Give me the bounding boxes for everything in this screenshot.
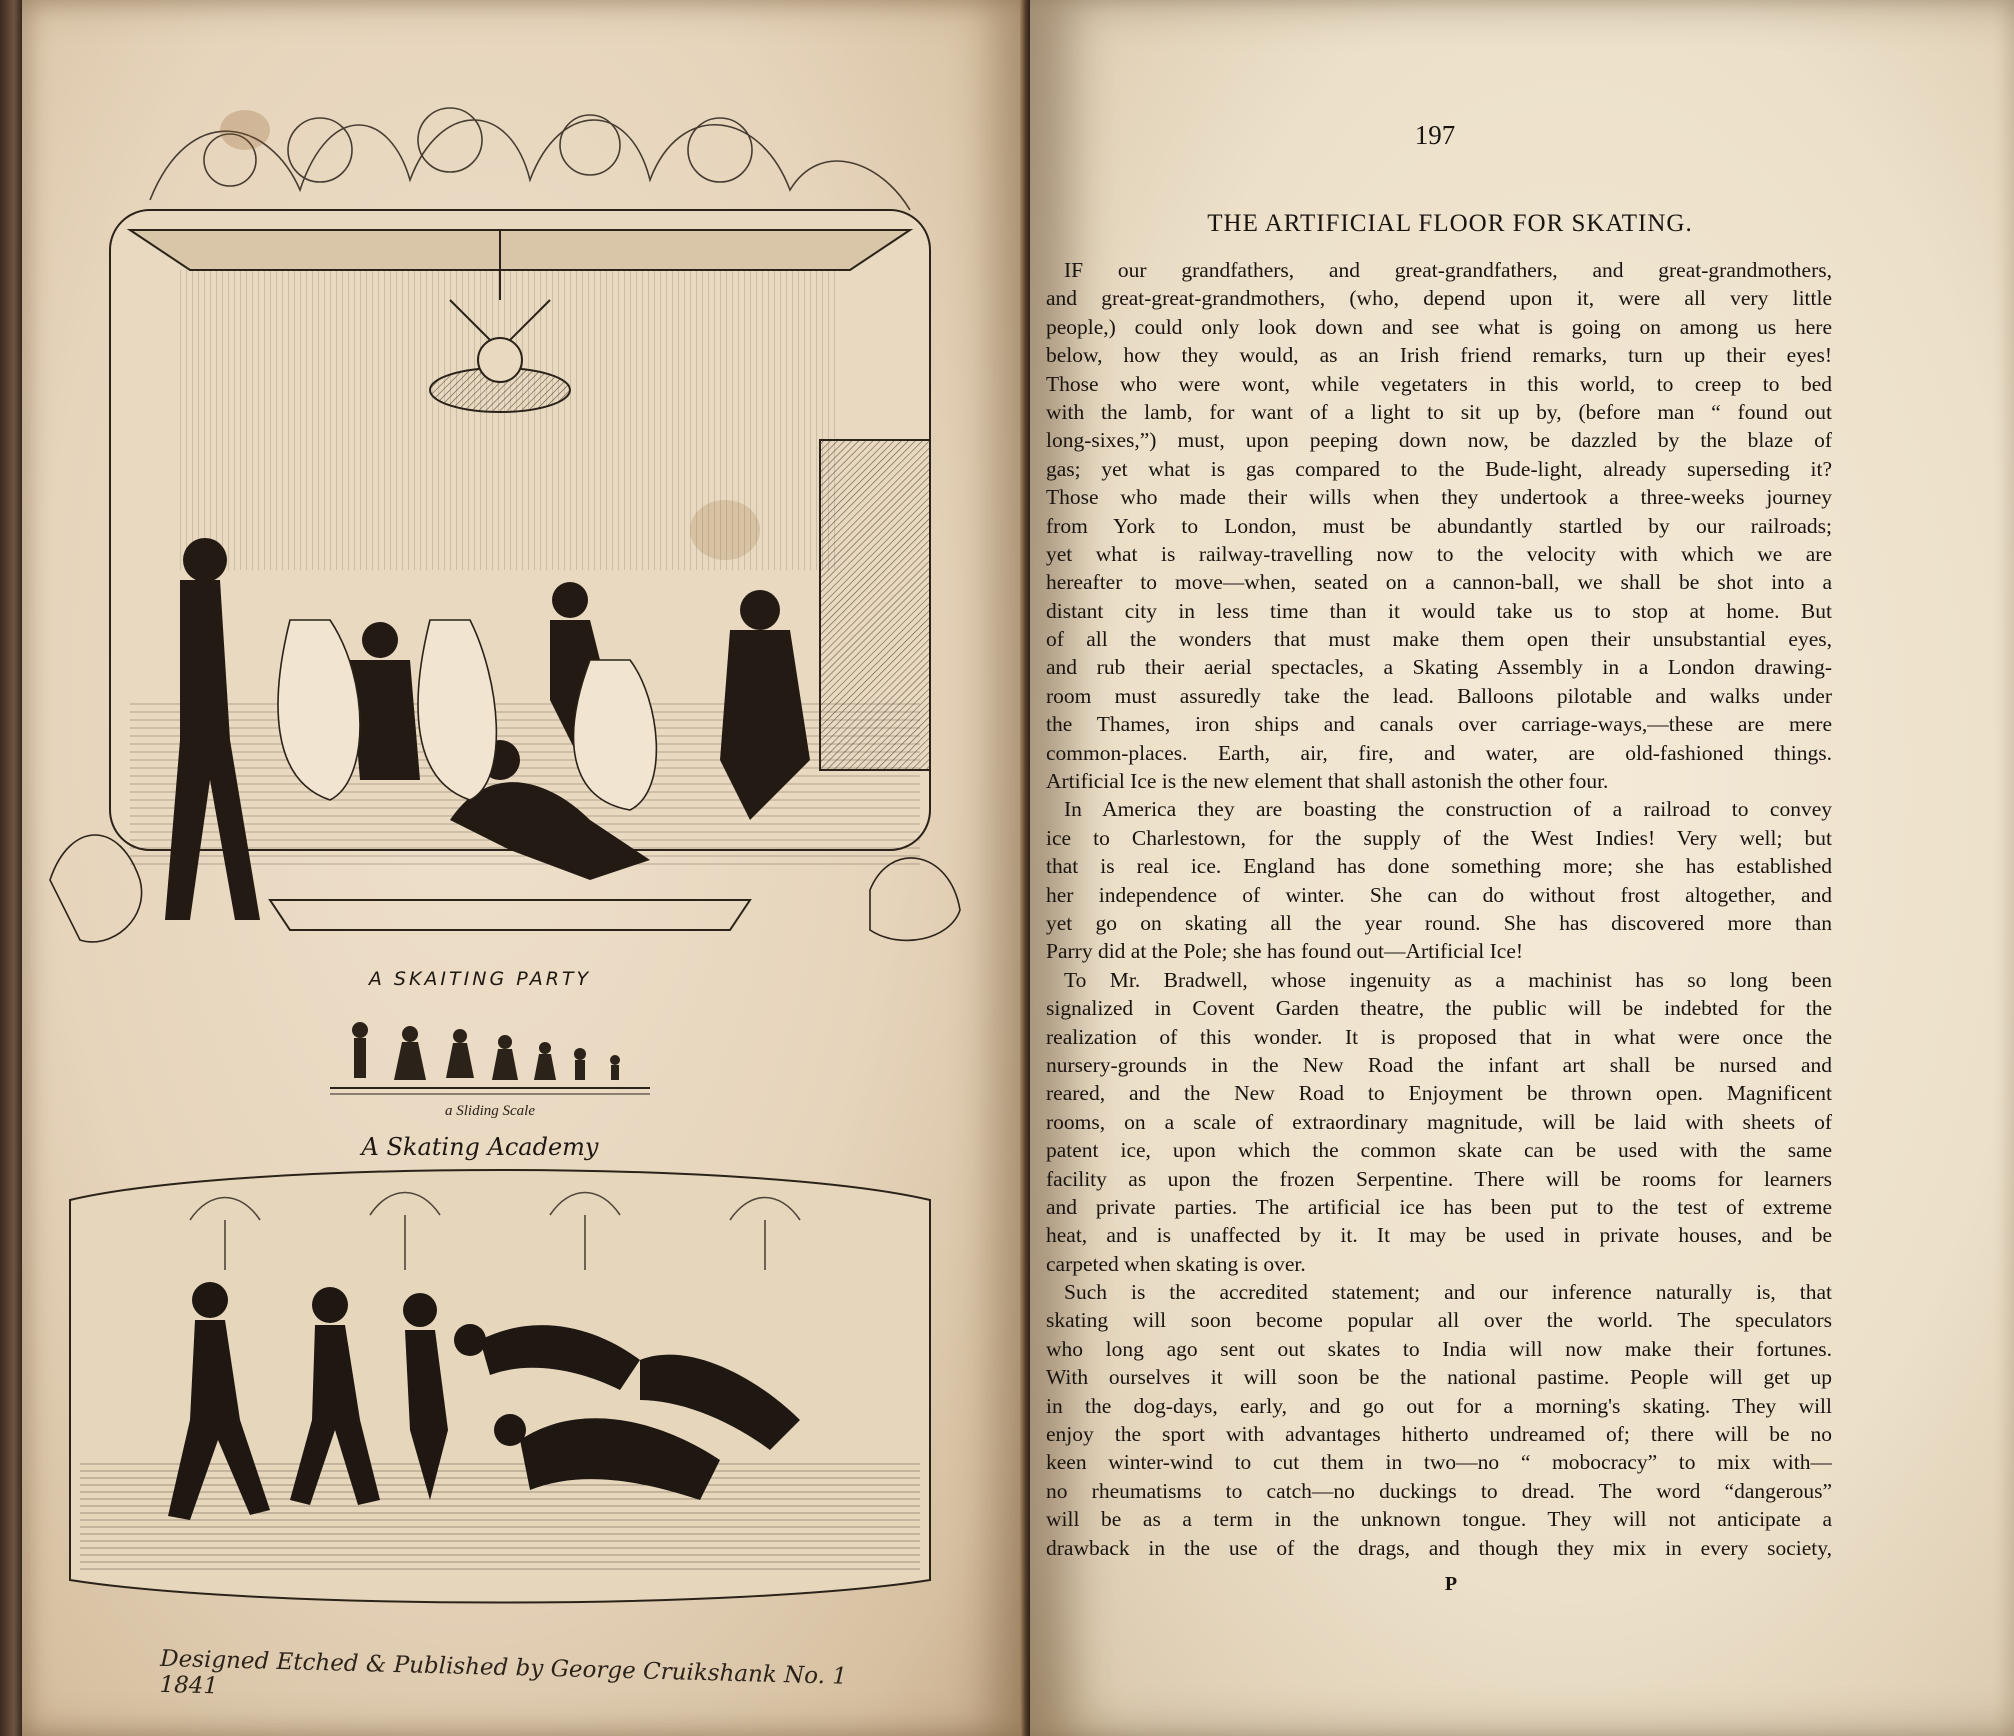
text-line: that is real ice. England has done something more; she has established [1046, 854, 1832, 879]
text-line: patent ice, upon which the common skate can be used with the same [1046, 1138, 1832, 1163]
text-line: and private parties. The artificial ice has been put to the test of extreme [1046, 1194, 1832, 1219]
text-line: yet what is railway-travelling now to the velocity with which we are [1046, 541, 1832, 566]
text-line: drawback in the use of the drags, and though they mix in every society, [1046, 1535, 1832, 1560]
text-line: of all the wonders that must make them open their unsubstantial eyes, [1046, 627, 1832, 652]
skating-academy-illustration [40, 1160, 960, 1610]
upper-caption: A SKAITING PARTY [368, 968, 592, 990]
text-line: people,) could only look down and see what is going on among us here [1046, 314, 1832, 339]
article-title: THE ARTIFICIAL FLOOR FOR SKATING. [1207, 210, 1693, 237]
text-line: reared, and the New Road to Enjoyment be thrown open. Magnificent [1046, 1081, 1832, 1106]
text-line: and rub their aerial spectacles, a Skating Assembly in a London drawing- [1046, 655, 1832, 680]
text-line: signalized in Covent Garden theatre, the public will be indebted for the [1046, 996, 1832, 1021]
text-line: common-places. Earth, air, fire, and water, are old-fashioned things. [1046, 740, 1832, 765]
text-line: enjoy the sport with advantages hitherto undreamed of; there will be no [1046, 1422, 1832, 1447]
text-line: ice to Charlestown, for the supply of the West Indies! Very well; but [1046, 825, 1832, 850]
text-line: To Mr. Bradwell, whose ingenuity as a machinist has so long been [1064, 967, 1832, 992]
text-line: in the dog-days, early, and go out for a morning's skating. They will [1046, 1393, 1832, 1418]
text-line: facility as upon the frozen Serpentine. There will be rooms for learners [1046, 1166, 1832, 1191]
text-line: Such is the accredited statement; and our inference naturally is, that [1064, 1280, 1832, 1305]
text-line: from York to London, must be abundantly startled by our railroads; [1046, 513, 1832, 538]
text-line: With ourselves it will soon be the national pastime. People will get up [1046, 1365, 1832, 1390]
printer-signature-mark: P [1444, 1573, 1458, 1595]
text-line: skating will soon become popular all over the world. The speculators [1046, 1308, 1832, 1333]
book-gutter [1020, 0, 1030, 1736]
text-line: yet go on skating all the year round. She has discovered more than [1046, 910, 1832, 935]
text-line: hereafter to move—when, seated on a cannon-ball, we shall be shot into a [1046, 570, 1832, 595]
article-body [1046, 256, 1832, 1562]
text-line: Those who made their wills when they undertook a three-weeks journey [1046, 485, 1832, 510]
text-line: and great-great-grandmothers, (who, depend upon it, were all very little [1046, 286, 1832, 311]
text-line: with the lamb, for want of a light to sit up by, (before man “ found out [1046, 399, 1832, 424]
text-line: In America they are boasting the construction of a railroad to convey [1064, 797, 1832, 822]
text-line: no rheumatisms to catch—no duckings to dread. The word “dangerous” [1046, 1478, 1832, 1503]
text-line: distant city in less time than it would take us to stop at home. But [1046, 598, 1832, 623]
text-line: her independence of winter. She can do without frost altogether, and [1046, 882, 1832, 907]
text-line: the Thames, iron ships and canals over carriage-ways,—these are mere [1046, 712, 1832, 737]
text-line: who long ago sent out skates to India will now make their fortunes. [1046, 1336, 1832, 1361]
text-line: Those who were wont, while vegetaters in this world, to creep to bed [1046, 371, 1832, 396]
text-line: will be as a term in the unknown tongue. They will not anticipate a [1046, 1507, 1832, 1532]
text-line: below, how they would, as an Irish friend remarks, turn up their eyes! [1046, 343, 1832, 368]
engraver-signature: Designed Etched & Published by George Cruikshank No. 1 1841 [159, 1645, 848, 1700]
text-line: gas; yet what is gas compared to the Bude-light, already superseding it? [1046, 456, 1832, 481]
text-line: carpeted when skating is over. [1046, 1251, 1306, 1276]
text-line: Parry did at the Pole; she has found out—Artificial Ice! [1046, 939, 1524, 964]
text-line: IF our grandfathers, and great-grandfathers, and great-grandmothers, [1064, 258, 1832, 282]
page-number: 197 [1414, 120, 1456, 150]
text-line: heat, and is unaffected by it. It may be used in private houses, and be [1046, 1223, 1832, 1248]
text-line: room must assuredly take the lead. Balloons pilotable and walks under [1046, 683, 1832, 708]
skating-party-illustration [30, 60, 970, 960]
text-line: keen winter-wind to cut them in two—no “ mobocracy” to mix with— [1046, 1450, 1832, 1475]
lower-caption: A Skating Academy [361, 1133, 599, 1161]
sliding-scale-caption: a Sliding Scale [445, 1103, 535, 1119]
text-line: nursery-grounds in the New Road the infant art shall be nursed and [1046, 1052, 1832, 1077]
text-line: rooms, on a scale of extraordinary magnitude, will be laid with sheets of [1046, 1109, 1832, 1134]
sliding-scale-illustration [330, 1010, 650, 1100]
text-line: realization of this wonder. It is proposed that in what were once the [1046, 1024, 1832, 1049]
text-line: Artificial Ice is the new element that shall astonish the other four. [1046, 769, 1609, 794]
text-line: long-sixes,”) must, upon peeping down now, be dazzled by the blaze of [1046, 428, 1832, 453]
